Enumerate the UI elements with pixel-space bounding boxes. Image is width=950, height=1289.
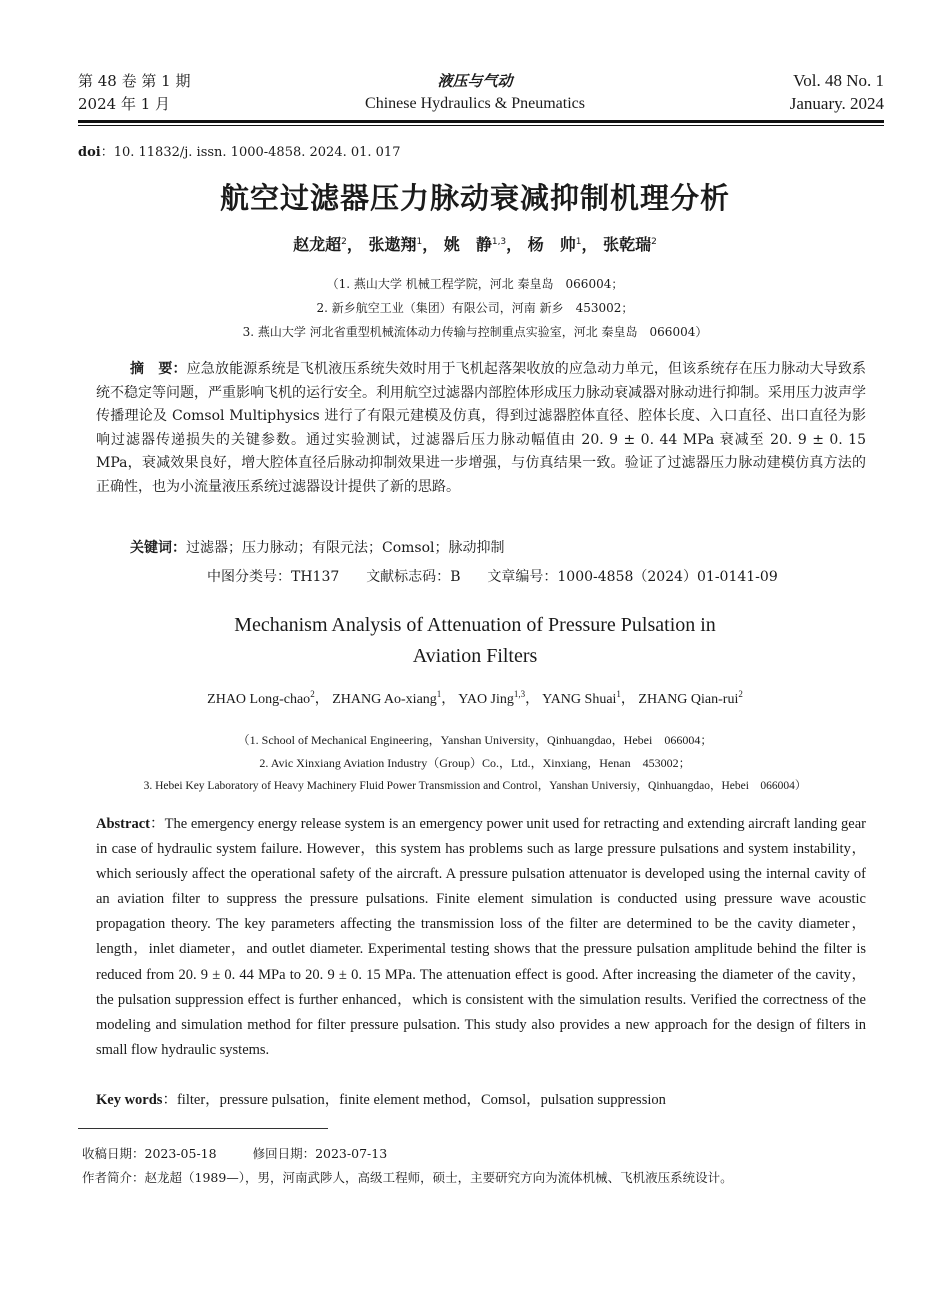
footnote-dates <box>82 1144 387 1162</box>
author-en: YANG Shuai$^1$， <box>542 689 635 707</box>
keywords-cn <box>130 537 505 557</box>
abstract-en-text: ：The emergency energy release system is an emergency power unit used for retracting and extending aircraft landing gear in case of hydraulic system failure. However，this system has problems such as large pressure pulsations and system instability，which seriously affect the operational safety of the aircraft. A pressure pulsation attenuator is developed using the internal cavity of an aviation filter to suppress the pressure pulsations. Finite element simulation is conducted using pressure wave acoustic propagation theory. The key parameters affecting the transmission loss of the filter are determined to be the cavity diameter，length，inlet diameter，and outlet diameter. Experimental testing shows that the pressure pulsation amplitude behind the filter is reduced from 20. 9 ± 0. 44 MPa to 20. 9 ± 0. 15 MPa. The attenuation effect is good. After increasing the diameter of the cavity，the pulsation suppression effect is further enhanced，which is consistent with the simulation results. Verified the correctness of the modeling and simulation method for filter pressure pulsation. This study also provides a new approach for the design of filters in small flow hydraulic systems. <box>96 816 866 1058</box>
affiliation-en-3: 3. Hebei Key Laboratory of Heavy Machinery Fluid Power Transmission and Control，Yanshan Universiy，Qinhuangdao，Hebei 066004） <box>143 780 807 792</box>
doi-value: ：10. 11832/j. issn. 1000-4858. 2024. 01. 017 <box>100 145 401 160</box>
classification-line <box>207 566 778 586</box>
abstract-en-label: Abstract <box>96 816 150 832</box>
title-cn: 航空过滤器压力脉动衰减抑制机理分析 <box>219 181 730 215</box>
keywords-en <box>96 1088 666 1109</box>
affiliation-en-1: （1. School of Mechanical Engineering，Yanshan University，Qinhuangdao，Hebei 066004； <box>237 733 713 747</box>
author-en: ZHAO Long-chao$^2$， <box>207 689 329 707</box>
received-date: 收稿日期：2023-05-18 <box>82 1146 217 1161</box>
clc-label: 中图分类号： <box>207 569 291 585</box>
header-rule-thick <box>78 120 884 123</box>
author-cn: 姚 静$^{1,3}$， <box>443 235 523 254</box>
article-no-label: 文章编号： <box>487 569 558 585</box>
abstract-cn-text: 应急放能源系统是飞机液压系统失效时用于飞机起落架收放的应急动力单元，但该系统存在压力脉动大导致系统不稳定等问题，严重影响飞机的运行安全。利用航空过滤器内部腔体形成压力脉动衰减器对脉动进行抑制。采用压力波声学传播理论及 Comsol Multiphysics 进行了有限元建模及仿真，得到过滤器腔体直径、腔体长度、入口直径、出口直径为影响过滤器传递损失的关键参数。通过实验测试，过滤器后压力脉动幅值由 20. 9 ± 0. 44 MPa 衰减至 20. 9 ± 0. 15 MPa，衰减效果良好，增大腔体直径后脉动抑制效果进一步增强，与仿真结果一致。验证了过滤器压力脉动建模仿真方法的正确性，也为小流量液压系统过滤器设计提供了新的思路。 <box>96 361 867 495</box>
author-cn: 张乾瑞$^2$ <box>603 235 657 254</box>
abstract-cn <box>96 358 866 499</box>
author-cn: 杨 帅$^1$， <box>527 235 598 254</box>
keywords-en-label: Key words <box>96 1092 163 1108</box>
affiliation-cn-2: 2. 新乡航空工业（集团）有限公司，河南 新乡 453002； <box>316 301 634 315</box>
author-cn: 赵龙超$^2$， <box>293 235 363 254</box>
header-volume-en: Vol. 48 No. 1 <box>793 71 884 90</box>
doi-label: doi <box>78 145 101 160</box>
doc-code-label: 文献标志码： <box>366 569 451 585</box>
keywords-en-text: ：filter，pressure pulsation，finite element method，Comsol，pulsation suppression <box>162 1092 666 1108</box>
journal-name-cn: 液压与气动 <box>437 72 513 90</box>
article-no-value: 1000-4858（2024）01-0141-09 <box>557 569 778 585</box>
doi-line <box>78 141 400 160</box>
author-en: ZHANG Qian-rui$^2$ <box>638 689 743 707</box>
clc-value: TH137 <box>291 569 340 585</box>
keywords-cn-label: 关键词： <box>130 540 186 556</box>
header-date-cn: 2024 年 1 月 <box>78 95 171 113</box>
revised-date: 修回日期：2023-07-13 <box>252 1146 388 1161</box>
author-en: YAO Jing$^{1,3}$， <box>458 689 540 707</box>
title-en-line-2: Aviation Filters <box>412 645 538 667</box>
authors-en <box>0 688 950 708</box>
affiliation-cn-3: 3. 燕山大学 河北省重型机械流体动力传输与控制重点实验室，河北 秦皇岛 066004） <box>242 325 708 339</box>
author-en: ZHANG Ao-xiang$^1$， <box>332 689 456 707</box>
header-rule-thin <box>78 125 884 126</box>
footnote-rule <box>78 1128 328 1129</box>
abstract-en <box>96 812 866 1063</box>
affiliation-en-2: 2. Avic Xinxiang Aviation Industry（Group）Co.，Ltd.，Xinxiang，Henan 453002； <box>259 756 691 770</box>
abstract-cn-label: 摘 要： <box>130 361 187 377</box>
title-en <box>0 610 950 672</box>
header-date-en: January. 2024 <box>789 94 884 113</box>
title-en-line-1: Mechanism Analysis of Attenuation of Pressure Pulsation in <box>234 614 716 636</box>
authors-cn <box>0 232 950 255</box>
affiliation-cn-1: （1. 燕山大学 机械工程学院，河北 秦皇岛 066004； <box>326 277 624 291</box>
header-volume-cn: 第 48 卷 第 1 期 <box>78 72 191 90</box>
journal-name-en: Chinese Hydraulics & Pneumatics <box>365 95 585 112</box>
author-bio: 作者简介：赵龙超（1989—），男，河南武陟人，高级工程师，硕士，主要研究方向为流体机械、飞机液压系统设计。 <box>82 1170 733 1185</box>
keywords-cn-text: 过滤器；压力脉动；有限元法；Comsol；脉动抑制 <box>186 540 505 556</box>
author-cn: 张遨翔$^1$， <box>368 235 439 254</box>
doc-code-value: B <box>450 569 461 585</box>
